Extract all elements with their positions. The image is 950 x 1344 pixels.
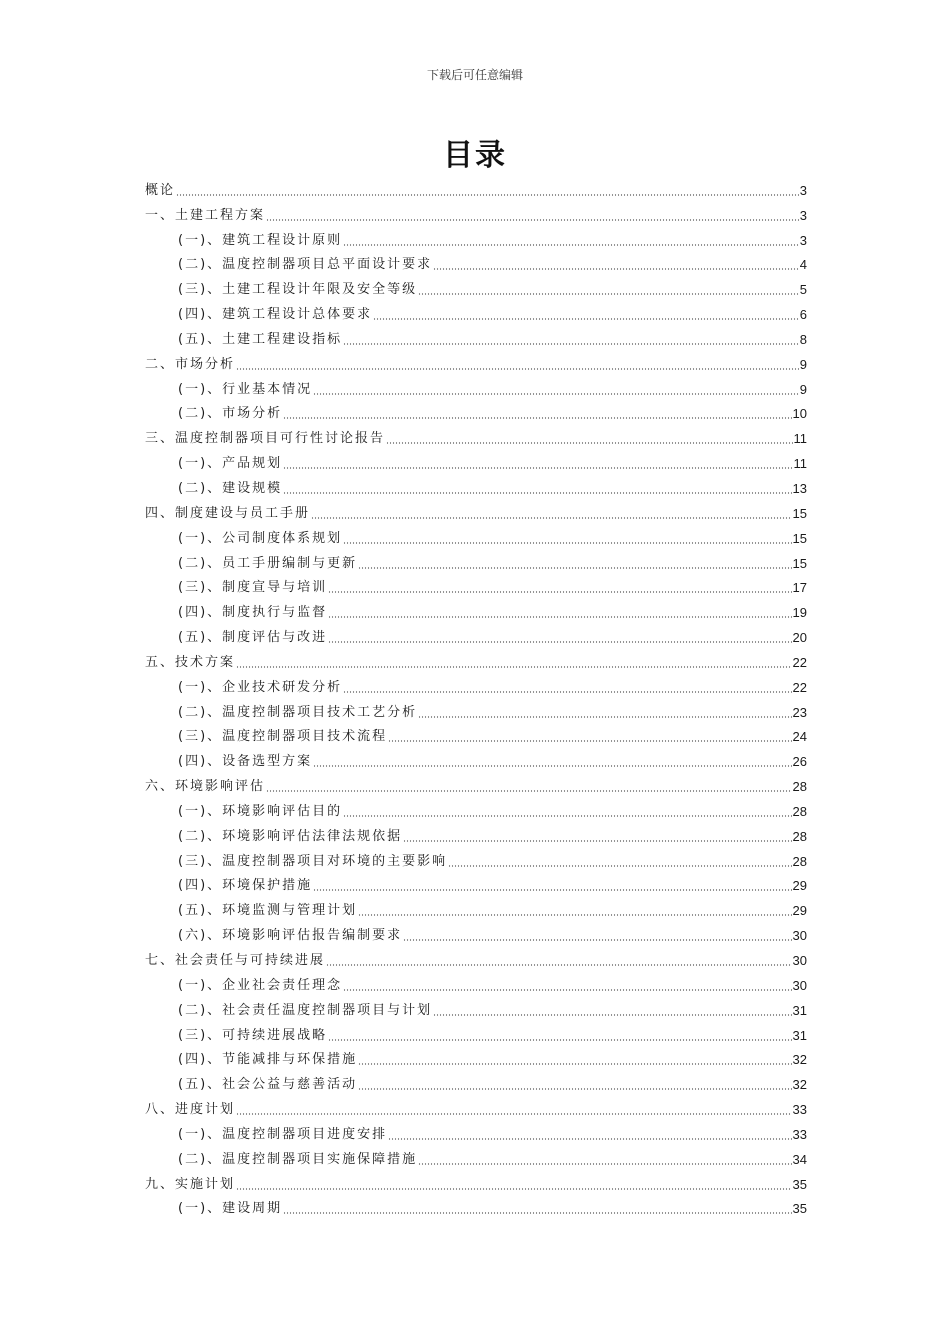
toc-entry-page-number: 11 (793, 431, 807, 447)
toc-entry-page-number: 29 (792, 878, 807, 894)
toc-entry-label: (三)、可持续进展战略 (178, 1027, 328, 1043)
toc-entry-label: (五)、环境监测与管理计划 (178, 903, 358, 919)
toc-entry[interactable] (145, 723, 807, 748)
toc-entry-label: (二)、市场分析 (178, 406, 283, 422)
toc-entry-page-number: 28 (792, 853, 807, 869)
toc-dot-leader (176, 194, 799, 196)
toc-entry[interactable] (145, 598, 807, 623)
toc-dot-leader (386, 442, 792, 444)
toc-entry-label: (四)、建筑工程设计总体要求 (178, 307, 373, 323)
toc-entry-page-number: 23 (792, 704, 807, 720)
toc-dot-leader (328, 591, 791, 593)
toc-dot-leader (283, 1212, 791, 1214)
toc-entry[interactable] (145, 847, 807, 872)
toc-dot-leader (448, 865, 791, 867)
toc-entry-page-number: 33 (792, 1102, 807, 1118)
toc-entry-page-number: 17 (792, 580, 807, 596)
toc-entry[interactable] (145, 946, 807, 971)
toc-dot-leader (343, 244, 799, 246)
toc-entry-page-number: 3 (799, 182, 807, 198)
toc-entry[interactable] (145, 325, 807, 350)
toc-entry-page-number: 35 (792, 1176, 807, 1192)
toc-dot-leader (328, 641, 791, 643)
toc-dot-leader (358, 1063, 791, 1065)
toc-dot-leader (313, 393, 799, 395)
toc-dot-leader (311, 517, 792, 519)
toc-entry[interactable] (145, 549, 807, 574)
toc-entry[interactable] (145, 872, 807, 897)
toc-entry-page-number: 35 (792, 1201, 807, 1217)
toc-entry-page-number: 9 (799, 381, 807, 397)
toc-entry-label: 八、进度计划 (145, 1102, 236, 1118)
toc-dot-leader (343, 989, 791, 991)
toc-dot-leader (266, 790, 792, 792)
toc-dot-leader (433, 1014, 791, 1016)
toc-dot-leader (283, 492, 791, 494)
toc-entry-page-number: 3 (799, 232, 807, 248)
toc-dot-leader (418, 1163, 791, 1165)
toc-entry-label: (一)、行业基本情况 (178, 381, 313, 397)
toc-list (145, 176, 807, 1219)
toc-entry-label: (三)、温度控制器项目对环境的主要影响 (178, 853, 448, 869)
toc-entry[interactable] (145, 1070, 807, 1095)
toc-dot-leader (328, 616, 791, 618)
toc-entry[interactable] (145, 1170, 807, 1195)
toc-entry-page-number: 24 (792, 729, 807, 745)
toc-entry-page-number: 3 (799, 207, 807, 223)
toc-entry[interactable] (145, 996, 807, 1021)
toc-entry-label: (五)、制度评估与改进 (178, 630, 328, 646)
toc-entry[interactable] (145, 1120, 807, 1145)
toc-entry[interactable] (145, 375, 807, 400)
toc-title: 目录 (443, 138, 507, 173)
toc-entry[interactable] (145, 251, 807, 276)
toc-entry-label: (一)、产品规划 (178, 456, 283, 472)
toc-entry-label: 六、环境影响评估 (145, 779, 266, 795)
header-note: 下载后可任意编辑 (426, 68, 523, 82)
toc-entry[interactable] (145, 1046, 807, 1071)
toc-dot-leader (328, 1039, 791, 1041)
toc-entry[interactable] (145, 921, 807, 946)
toc-entry-page-number: 31 (792, 1002, 807, 1018)
toc-entry[interactable] (145, 698, 807, 723)
toc-entry-label: (三)、温度控制器项目技术流程 (178, 729, 388, 745)
toc-entry[interactable] (145, 1145, 807, 1170)
toc-dot-leader (358, 1088, 791, 1090)
toc-entry-label: (一)、温度控制器项目进度安排 (178, 1126, 388, 1142)
toc-dot-leader (358, 567, 791, 569)
toc-dot-leader (313, 889, 791, 891)
toc-entry[interactable] (145, 896, 807, 921)
toc-dot-leader (283, 417, 791, 419)
toc-entry-page-number: 31 (792, 1027, 807, 1043)
toc-entry-label: (二)、温度控制器项目实施保障措施 (178, 1151, 418, 1167)
toc-entry-page-number: 6 (799, 307, 807, 323)
toc-entry-page-number: 8 (799, 331, 807, 347)
toc-entry-label: (六)、环境影响评估报告编制要求 (178, 928, 403, 944)
toc-entry-label: 九、实施计划 (145, 1176, 236, 1192)
toc-entry[interactable] (145, 300, 807, 325)
toc-dot-leader (343, 815, 791, 817)
toc-entry[interactable] (145, 574, 807, 599)
toc-entry-label: (一)、建筑工程设计原则 (178, 232, 343, 248)
toc-entry-page-number: 32 (792, 1077, 807, 1093)
toc-entry-label: (二)、温度控制器项目技术工艺分析 (178, 704, 418, 720)
toc-entry[interactable] (145, 1021, 807, 1046)
toc-dot-leader (418, 716, 791, 718)
toc-entry-label: (三)、制度宣导与培训 (178, 580, 328, 596)
toc-entry[interactable] (145, 1095, 807, 1120)
toc-entry-page-number: 19 (792, 605, 807, 621)
toc-dot-leader (343, 691, 791, 693)
toc-entry-page-number: 15 (792, 530, 807, 546)
toc-dot-leader (388, 740, 791, 742)
toc-entry-page-number: 15 (792, 505, 807, 521)
toc-entry-label: (二)、温度控制器项目总平面设计要求 (178, 257, 433, 273)
toc-entry[interactable] (145, 822, 807, 847)
toc-dot-leader (403, 840, 791, 842)
toc-entry-page-number: 30 (792, 977, 807, 993)
toc-entry-page-number: 9 (799, 356, 807, 372)
toc-entry[interactable] (145, 747, 807, 772)
toc-dot-leader (373, 318, 799, 320)
toc-entry-label: (一)、企业社会责任理念 (178, 977, 343, 993)
toc-entry-label: (二)、建设规模 (178, 480, 283, 496)
toc-entry-page-number: 28 (792, 828, 807, 844)
toc-entry-label: (四)、节能减排与环保措施 (178, 1052, 358, 1068)
toc-entry[interactable] (145, 226, 807, 251)
toc-dot-leader (313, 765, 791, 767)
toc-entry[interactable] (145, 400, 807, 425)
toc-dot-leader (343, 343, 799, 345)
toc-dot-leader (358, 914, 791, 916)
toc-entry-label: (二)、员工手册编制与更新 (178, 555, 358, 571)
toc-entry-label: 一、土建工程方案 (145, 207, 266, 223)
toc-entry[interactable] (145, 772, 807, 797)
toc-dot-leader (403, 939, 791, 941)
toc-entry-page-number: 4 (799, 257, 807, 273)
toc-entry-label: (四)、设备选型方案 (178, 754, 313, 770)
toc-entry-page-number: 32 (792, 1052, 807, 1068)
toc-entry-page-number: 30 (792, 953, 807, 968)
toc-entry[interactable] (145, 648, 807, 673)
toc-dot-leader (266, 219, 799, 221)
toc-dot-leader (236, 368, 799, 370)
toc-dot-leader (283, 467, 792, 469)
toc-entry[interactable] (145, 474, 807, 499)
toc-dot-leader (418, 293, 799, 295)
toc-entry-page-number: 20 (792, 630, 807, 646)
toc-entry[interactable] (145, 623, 807, 648)
toc-entry-label: (一)、公司制度体系规划 (178, 530, 343, 546)
toc-entry[interactable] (145, 201, 807, 226)
toc-entry-label: (三)、土建工程设计年限及安全等级 (178, 282, 418, 298)
toc-dot-leader (343, 542, 791, 544)
toc-entry[interactable] (145, 424, 807, 449)
toc-entry[interactable] (145, 971, 807, 996)
toc-entry-page-number: 28 (792, 803, 807, 819)
toc-entry-label: 四、制度建设与员工手册 (145, 505, 311, 521)
toc-entry[interactable] (145, 797, 807, 822)
toc-entry[interactable] (145, 449, 807, 474)
toc-entry-page-number: 15 (792, 555, 807, 571)
toc-entry-page-number: 5 (799, 282, 807, 298)
toc-entry-page-number: 22 (792, 679, 807, 695)
toc-entry-page-number: 11 (793, 456, 807, 472)
toc-entry-page-number: 26 (792, 754, 807, 770)
toc-dot-leader (433, 268, 799, 270)
toc-entry[interactable] (145, 673, 807, 698)
toc-dot-leader (326, 964, 792, 966)
toc-entry[interactable] (145, 176, 807, 201)
toc-entry-page-number: 34 (792, 1151, 807, 1167)
toc-entry-label: 七、社会责任与可持续进展 (145, 953, 326, 968)
toc-entry[interactable] (145, 1195, 807, 1220)
toc-entry[interactable] (145, 499, 807, 524)
toc-entry-page-number: 29 (792, 903, 807, 919)
toc-entry-label: (一)、建设周期 (178, 1201, 283, 1217)
toc-dot-leader (388, 1138, 791, 1140)
toc-entry-page-number: 33 (792, 1126, 807, 1142)
toc-entry-label: (二)、社会责任温度控制器项目与计划 (178, 1002, 433, 1018)
toc-entry-page-number: 30 (792, 928, 807, 944)
toc-entry-label: (一)、企业技术研发分析 (178, 679, 343, 695)
toc-entry-label: 概论 (145, 182, 176, 198)
toc-entry-label: 二、市场分析 (145, 356, 236, 372)
toc-entry-label: (五)、土建工程建设指标 (178, 331, 343, 347)
toc-entry-label: (五)、社会公益与慈善活动 (178, 1077, 358, 1093)
toc-dot-leader (236, 1188, 792, 1190)
toc-entry-label: 五、技术方案 (145, 654, 236, 670)
toc-entry-label: (一)、环境影响评估目的 (178, 803, 343, 819)
toc-entry-label: (四)、制度执行与监督 (178, 605, 328, 621)
toc-entry[interactable] (145, 524, 807, 549)
toc-entry-label: 三、温度控制器项目可行性讨论报告 (145, 431, 386, 447)
toc-entry-page-number: 28 (792, 779, 807, 795)
toc-entry-label: (四)、环境保护措施 (178, 878, 313, 894)
toc-entry-label: (二)、环境影响评估法律法规依据 (178, 828, 403, 844)
toc-entry-page-number: 13 (792, 480, 807, 496)
toc-dot-leader (236, 666, 792, 668)
toc-entry-page-number: 10 (792, 406, 807, 422)
toc-entry-page-number: 22 (792, 654, 807, 670)
toc-dot-leader (236, 1113, 792, 1115)
toc-entry[interactable] (145, 350, 807, 375)
toc-entry[interactable] (145, 275, 807, 300)
